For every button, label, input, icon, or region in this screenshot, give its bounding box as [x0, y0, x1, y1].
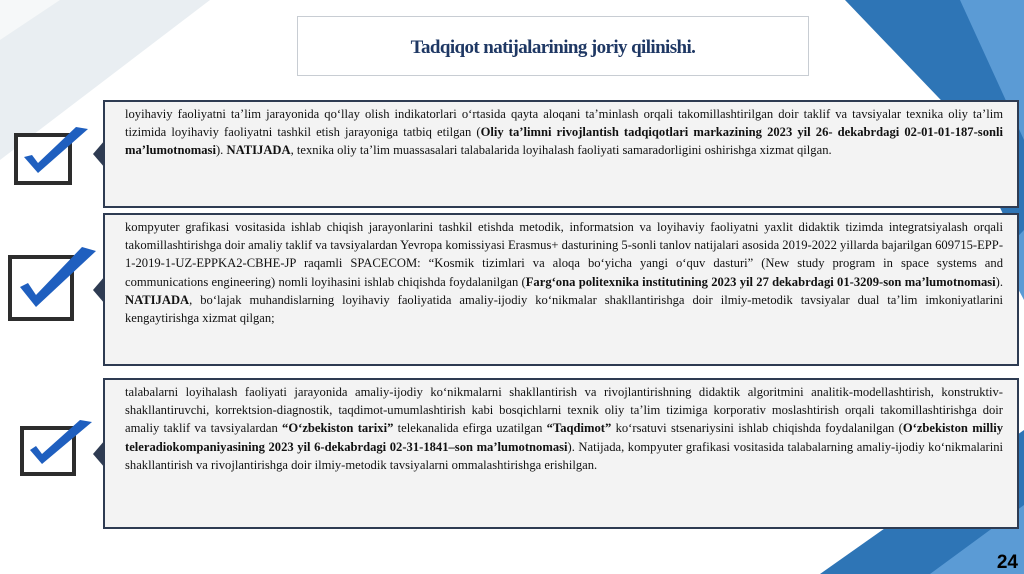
result-block-1 [103, 100, 1019, 208]
result-text-1 [125, 105, 1003, 160]
title-box [297, 16, 809, 76]
page-number: 24 [996, 552, 1018, 573]
bold-text-segment: “O‘zbekiston tarixi” [282, 421, 394, 436]
result-block-3 [103, 378, 1019, 529]
result-block-2 [103, 213, 1019, 366]
text-segment: ). [215, 143, 227, 158]
bold-text-segment: Oliy ta’limni rivojlantish tadqiqotlari markazining 2023 yil 26- dekabrdagi 02-01-01-187-sonli ma’lumotnomasi [125, 125, 1003, 158]
checkbox-check-icon [20, 418, 96, 478]
bold-text-segment: “Taqdimot” [546, 421, 612, 436]
result-text-3 [125, 383, 1003, 474]
text-segment: ko‘rsatuvi stsenariysini ishlab chiqishda foydalanilgan ( [611, 421, 903, 436]
result-text-2 [125, 218, 1003, 327]
checkbox-check-icon [8, 245, 100, 323]
text-segment: telekanalida efirga uzatilgan [393, 421, 547, 436]
text-segment: , bo‘lajak muhandislarning loyihaviy faoliyatida amaliy-ijodiy ko‘nikmalar shakllantirishga doir ilmiy-metodik tavsiyalar dual ta’lim imkoniyatlarini kengaytirishga xizmat qilgan; [125, 292, 1003, 326]
text-segment: ). [995, 274, 1003, 289]
checkbox-check-icon [14, 125, 94, 187]
text-segment: loyihaviy faoliyatni ta’lim jarayonida qo‘llay olish indikatorlari o‘rtasida qayta aloqani ta’minlash orqali takomillashtirilgan doir taklif va tavsiyalar texnika oliy ta’lim tizimida loyihaviy faoliyatni tashkil etish jarayoniga tatbiq etilgan ( [125, 107, 1003, 140]
bold-text-segment: NATIJADA [125, 292, 190, 307]
bold-text-segment: NATIJADA [226, 143, 291, 158]
text-segment: kompyuter grafikasi vositasida ishlab chiqish jarayonlarini tashkil etishda metodik, informatsion va loyihaviy faoliyatni yaxlit didaktik tizimda integratsiyalash orqali takomillashtirishga doir amaliy taklif va tavsiyalardan Yevropa komissiyasi Erasmus+ dasturining 5-sonli tanlov natijalari asosida 2019-2022 yillarda bajarilgan 609715-EPP-1-2019-1-UZ-EPPKA2-CBHE-JP raqamli SPACECOM: “Kosmik tizimlari va aloqa bo‘yicha yangi o‘quv dasturi” (New study program in space systems and communications engineering) nomli loyihasini ishlab chiqishda foydalanilgan ( [125, 220, 1004, 289]
slide-title: Tadqiqot natijalarining joriy qilinishi. [410, 37, 696, 58]
text-segment: , texnika oliy ta’lim muassasalari talabalarida loyihalash faoliyati samaradorligini oshirishga xizmat qilgan. [290, 143, 832, 158]
bold-text-segment: Farg‘ona politexnika institutining 2023 yil 27 dekabrdagi 01-3209-son ma’lumotnomasi [525, 274, 996, 289]
bold-text-segment: O‘zbekiston milliy teleradiokompaniyasining 2023 yil 6-dekabrdagi 02-31-1841–son ma’lumotnomasi [125, 421, 1003, 454]
text-segment: ). Natijada, kompyuter grafikasi vositasida talabalarning amaliy-ijodiy ko‘nikmalarini shakllantirish va rivojlantirishga doir ilmiy-metodik tavsiyalarni ommalashtirishga erishilgan. [125, 439, 1004, 472]
text-segment: talabalarni loyihalash faoliyati jarayonida amaliy-ijodiy ko‘nikmalarni shakllantirish va rivojlantirishning didaktik algoritmini analitik-modellashtirish, konstruktiv-shakllantiruvchi, korrektsion-diagnostik, taqdimot-umumlashtirish kabi bosqichlarni texnik oliy ta’lim tizimiga korporativ moslashtirish orqali takomillashtirishga doir amaliy taklif va tavsiyalardan [125, 385, 1003, 436]
